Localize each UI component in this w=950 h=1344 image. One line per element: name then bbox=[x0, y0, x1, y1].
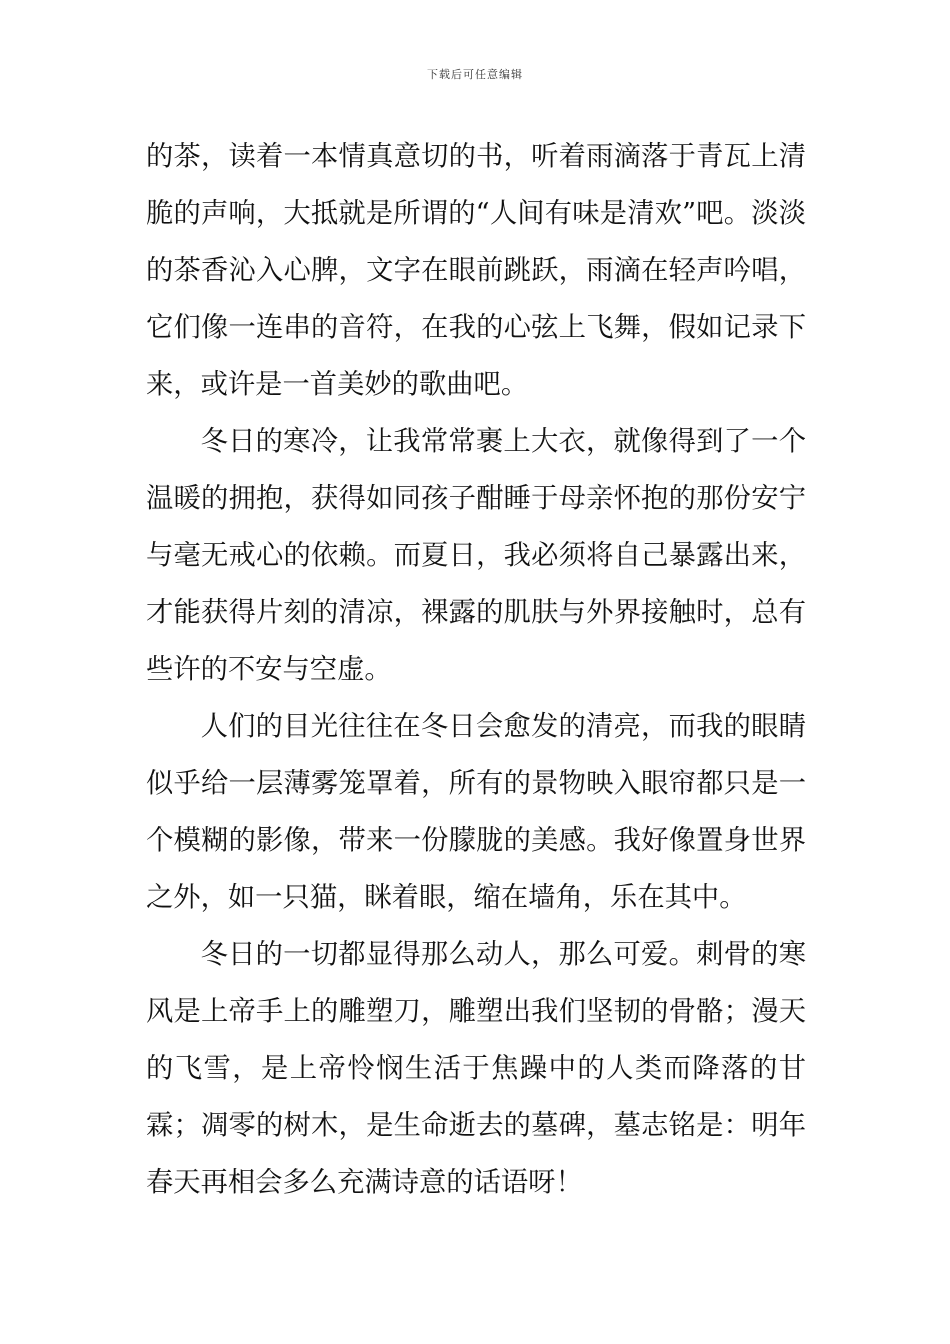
page-header: 下载后可任意编辑 bbox=[427, 68, 523, 81]
paragraph-3: 人们的目光往往在冬日会愈发的清亮，而我的眼睛似乎给一层薄雾笼罩着，所有的景物映入眼帘都只是一个模糊的影像，带来一份朦胧的美感。我好像置身世界之外，如一只猫，眯着眼，缩在墙角，乐在其中。 bbox=[146, 711, 806, 913]
paragraph-4: 冬日的一切都显得那么动人，那么可爱。刺骨的寒风是上帝手上的雕塑刀，雕塑出我们坚韧的骨骼；漫天的飞雪，是上帝怜悯生活于焦躁中的人类而降落的甘霖；凋零的树木，是生命逝去的墓碑，墓志铭是：明年春天再相会多么充满诗意的话语呀！ bbox=[146, 939, 806, 1198]
paragraph-1: 的茶，读着一本情真意切的书，听着雨滴落于青瓦上清脆的声响，大抵就是所谓的“人间有味是清欢”吧。淡淡的茶香沁入心脾，文字在眼前跳跃，雨滴在轻声吟唱，它们像一连串的音符，在我的心弦上飞舞，假如记录下来，或许是一首美妙的歌曲吧。 bbox=[146, 141, 806, 400]
body-text bbox=[146, 128, 806, 1211]
paragraph-2: 冬日的寒冷，让我常常裹上大衣，就像得到了一个温暖的拥抱，获得如同孩子酣睡于母亲怀抱的那份安宁与毫无戒心的依赖。而夏日，我必须将自己暴露出来，才能获得片刻的清凉，裸露的肌肤与外界接触时，总有些许的不安与空虚。 bbox=[146, 426, 806, 685]
